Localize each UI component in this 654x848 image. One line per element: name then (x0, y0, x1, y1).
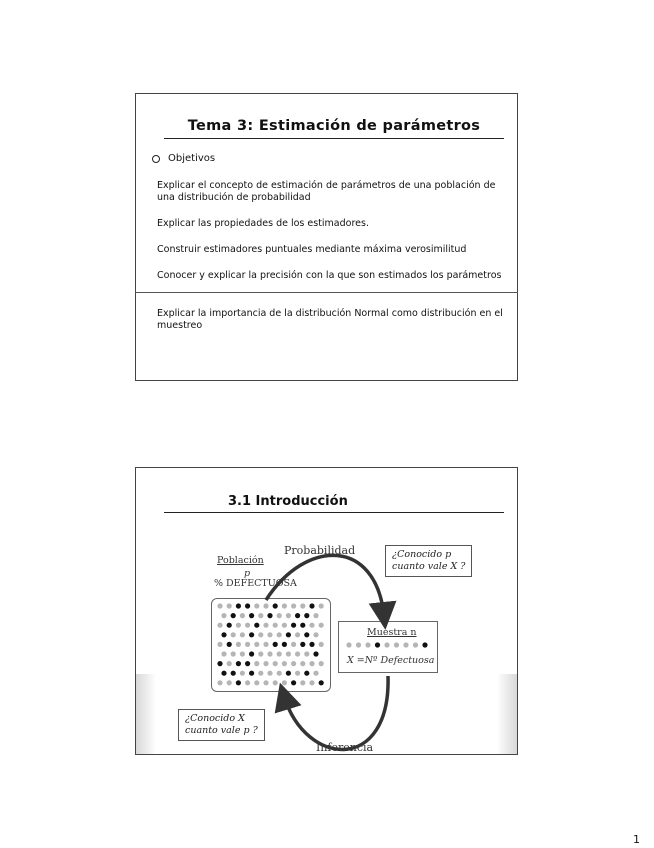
good-dot (254, 661, 259, 666)
good-dot (365, 642, 370, 647)
defective-dot (304, 613, 309, 618)
page-number: 1 (633, 833, 640, 846)
good-dot (304, 651, 309, 656)
good-dot (258, 632, 263, 637)
good-dot (227, 603, 232, 608)
population-box (211, 598, 331, 692)
good-dot (227, 680, 232, 685)
good-dot (217, 603, 222, 608)
good-dot (245, 623, 250, 628)
defective-dot (236, 680, 241, 685)
objective-item: Explicar el concepto de estimación de parámetros de una población de una distribución de probabilidad (157, 180, 496, 203)
defective-dot (304, 671, 309, 676)
population-desc: % DEFECTUOSA (214, 578, 297, 589)
defective-dot (295, 613, 300, 618)
defective-dot (249, 651, 254, 656)
objective-item: Explicar las propiedades de los estimadores. (157, 218, 369, 229)
title-underline (164, 512, 504, 513)
known-p-question (385, 545, 472, 577)
good-dot (286, 613, 291, 618)
question-line: ¿Conocido X (185, 713, 245, 724)
good-dot (267, 632, 272, 637)
good-dot (217, 623, 222, 628)
good-dot (319, 642, 324, 647)
good-dot (231, 651, 236, 656)
good-dot (254, 603, 259, 608)
slide-objectives (135, 93, 518, 381)
section-divider (135, 292, 518, 293)
good-dot (286, 651, 291, 656)
good-dot (394, 642, 399, 647)
good-dot (267, 671, 272, 676)
objective-item: Explicar la importancia de la distribución Normal como distribución en el muestreo (157, 308, 503, 331)
good-dot (263, 603, 268, 608)
question-line: cuanto vale X ? (392, 561, 466, 572)
good-dot (263, 680, 268, 685)
question-line: cuanto vale p ? (185, 725, 258, 736)
good-dot (282, 623, 287, 628)
defective-dot (313, 651, 318, 656)
sample-dots (339, 639, 437, 651)
good-dot (273, 661, 278, 666)
good-dot (277, 632, 282, 637)
good-dot (291, 642, 296, 647)
good-dot (313, 671, 318, 676)
good-dot (282, 661, 287, 666)
good-dot (245, 680, 250, 685)
defective-dot (227, 642, 232, 647)
good-dot (263, 642, 268, 647)
good-dot (258, 671, 263, 676)
good-dot (291, 603, 296, 608)
good-dot (356, 642, 361, 647)
good-dot (258, 613, 263, 618)
good-dot (258, 651, 263, 656)
good-dot (313, 613, 318, 618)
good-dot (245, 642, 250, 647)
sample-box (338, 621, 438, 673)
objective-item: Conocer y explicar la precisión con la que son estimados los parámetros (157, 270, 502, 281)
good-dot (282, 603, 287, 608)
defective-dot (291, 680, 296, 685)
population-param: p (244, 568, 251, 579)
good-dot (273, 680, 278, 685)
title-underline (164, 138, 504, 139)
good-dot (217, 642, 222, 647)
known-x-question (178, 709, 265, 741)
good-dot (240, 632, 245, 637)
good-dot (236, 642, 241, 647)
defective-dot (231, 671, 236, 676)
good-dot (295, 651, 300, 656)
probability-label: Probabilidad (284, 544, 356, 557)
defective-dot (422, 642, 427, 647)
defective-dot (227, 623, 232, 628)
defective-dot (300, 642, 305, 647)
good-dot (300, 603, 305, 608)
good-dot (309, 623, 314, 628)
defective-dot (249, 632, 254, 637)
defective-dot (309, 642, 314, 647)
defective-dot (221, 671, 226, 676)
good-dot (313, 632, 318, 637)
good-dot (384, 642, 389, 647)
defective-dot (236, 661, 241, 666)
defective-dot (249, 613, 254, 618)
good-dot (263, 623, 268, 628)
good-dot (217, 680, 222, 685)
good-dot (346, 642, 351, 647)
sample-label: Muestra n (367, 627, 417, 638)
good-dot (277, 671, 282, 676)
defective-dot (286, 632, 291, 637)
slide-title: Tema 3: Estimación de parámetros (187, 118, 481, 134)
defective-dot (319, 680, 324, 685)
defective-dot (309, 603, 314, 608)
good-dot (254, 680, 259, 685)
good-dot (263, 661, 268, 666)
good-dot (300, 661, 305, 666)
defective-dot (267, 613, 272, 618)
defective-dot (254, 623, 259, 628)
good-dot (240, 671, 245, 676)
good-dot (221, 613, 226, 618)
good-dot (273, 623, 278, 628)
objectives-bullet (152, 153, 215, 164)
good-dot (277, 651, 282, 656)
inference-label: Inferencia (316, 741, 374, 754)
objective-item: Construir estimadores puntuales mediante máxima verosimilitud (157, 244, 467, 255)
good-dot (221, 651, 226, 656)
good-dot (227, 661, 232, 666)
slide-title: 3.1 Introducción (228, 494, 348, 509)
defective-dot (282, 642, 287, 647)
good-dot (231, 632, 236, 637)
defective-dot (245, 661, 250, 666)
good-dot (267, 651, 272, 656)
defective-dot (236, 603, 241, 608)
population-label: Población (217, 555, 264, 566)
bullet-label: Objetivos (168, 153, 216, 164)
good-dot (319, 661, 324, 666)
defective-dot (249, 671, 254, 676)
good-dot (240, 613, 245, 618)
good-dot (254, 642, 259, 647)
good-dot (291, 661, 296, 666)
good-dot (295, 632, 300, 637)
good-dot (295, 671, 300, 676)
good-dot (240, 651, 245, 656)
shade-right (497, 674, 517, 754)
good-dot (403, 642, 408, 647)
defective-dot (245, 603, 250, 608)
defective-dot (291, 623, 296, 628)
good-dot (236, 623, 241, 628)
shade-left (136, 674, 156, 754)
defective-dot (286, 671, 291, 676)
defective-dot (231, 613, 236, 618)
population-dots (212, 599, 330, 691)
good-dot (277, 613, 282, 618)
slide-introduction (135, 467, 518, 755)
defective-dot (300, 623, 305, 628)
good-dot (413, 642, 418, 647)
question-line: ¿Conocido p (392, 549, 452, 560)
good-dot (309, 661, 314, 666)
good-dot (282, 680, 287, 685)
good-dot (300, 680, 305, 685)
defective-dot (375, 642, 380, 647)
defective-dot (221, 632, 226, 637)
good-dot (309, 680, 314, 685)
good-dot (319, 623, 324, 628)
defective-dot (304, 632, 309, 637)
defective-dot (217, 661, 222, 666)
good-dot (319, 603, 324, 608)
defective-dot (273, 603, 278, 608)
defective-dot (273, 642, 278, 647)
bullet-ring-icon (152, 155, 160, 163)
sample-desc: X =Nº Defectuosa (347, 655, 435, 666)
